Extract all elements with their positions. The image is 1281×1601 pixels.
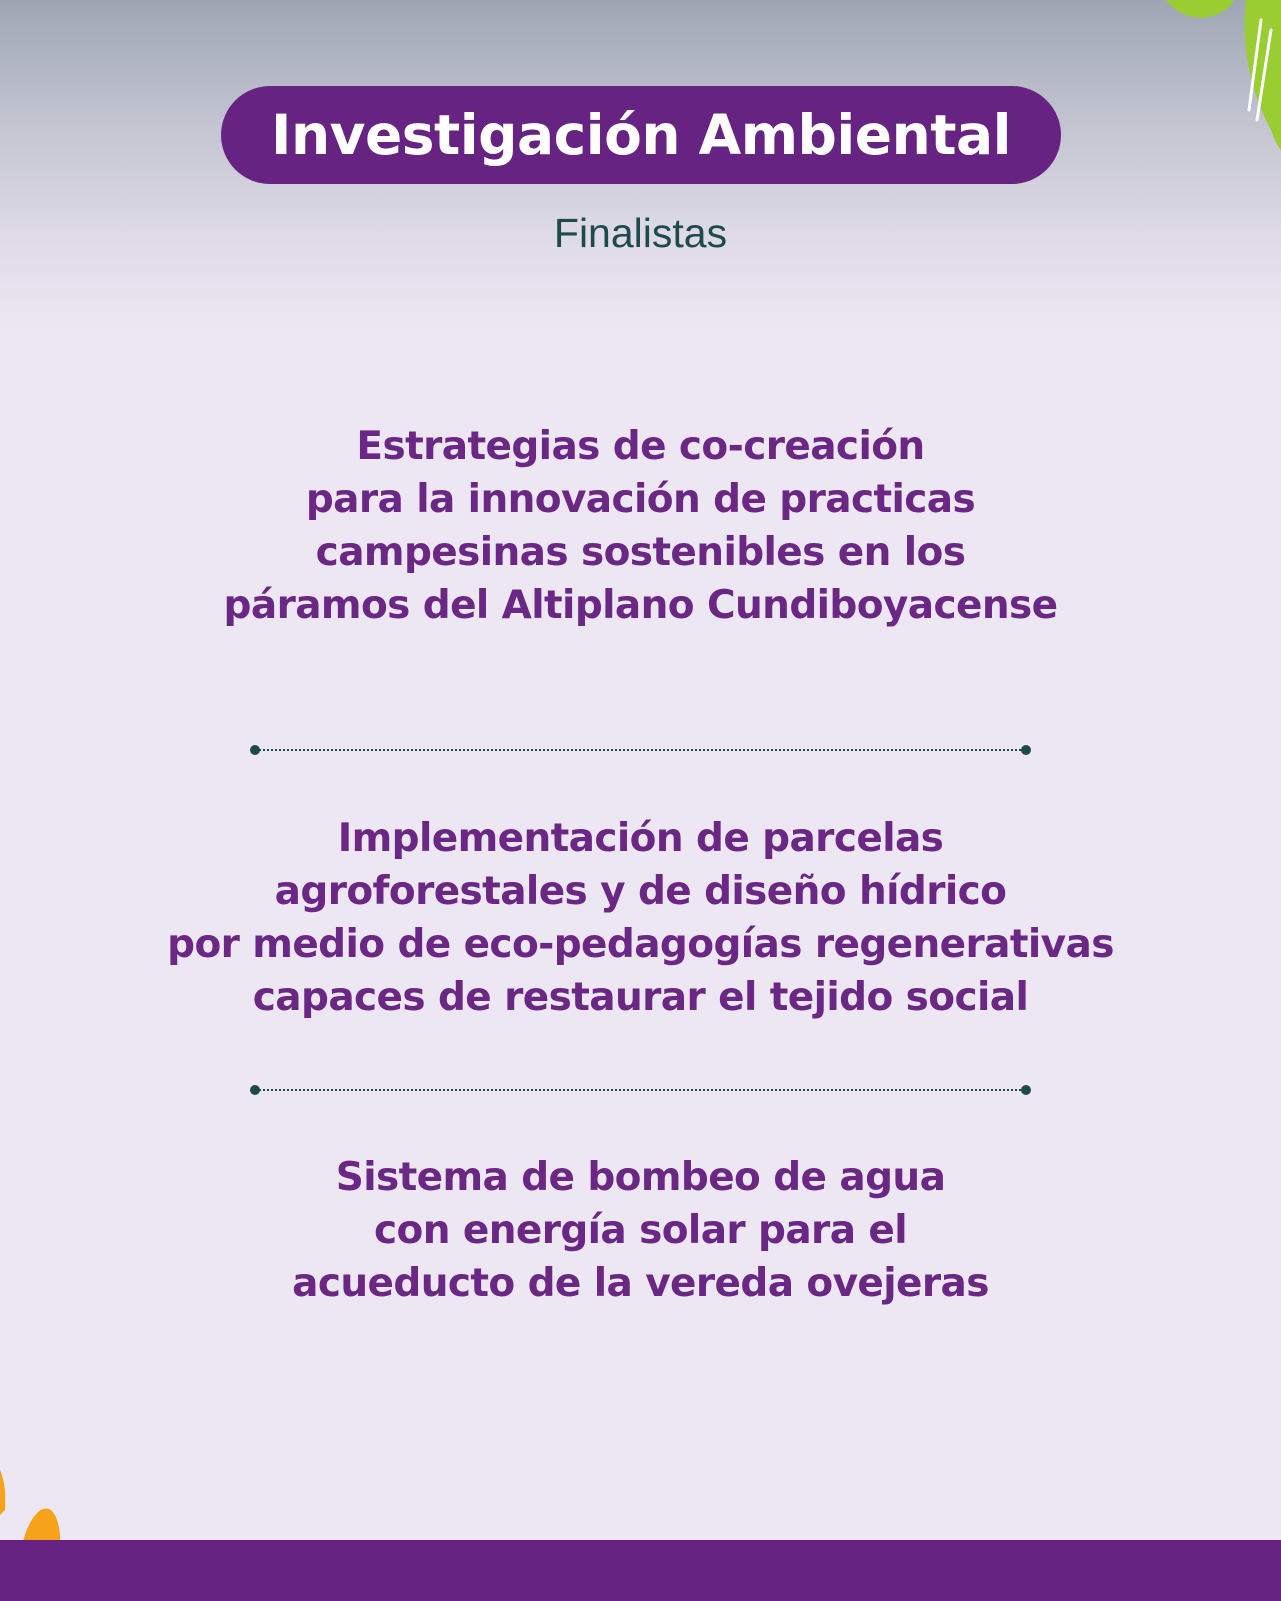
finalist-2	[100, 812, 1181, 1024]
divider-line	[256, 749, 1025, 751]
title-banner	[221, 86, 1061, 184]
finalist-1-line: para la innovación de practicas	[305, 477, 976, 522]
finalist-1-line: Estrategias de co-creación	[356, 424, 925, 469]
finalist-1-line: campesinas sostenibles en los	[315, 530, 966, 575]
footer-bar	[0, 1540, 1281, 1601]
divider-line	[256, 1089, 1025, 1091]
finalist-3-line: con energía solar para el	[373, 1208, 908, 1253]
page-subtitle: Finalistas	[553, 210, 728, 256]
finalist-1	[100, 420, 1181, 632]
divider-dot	[1021, 1085, 1031, 1095]
divider	[250, 1084, 1031, 1096]
page-title: Investigación Ambiental	[271, 103, 1011, 167]
finalist-1-line: páramos del Altiplano Cundiboyacense	[223, 583, 1058, 628]
finalist-2-line: capaces de restaurar el tejido social	[252, 975, 1029, 1020]
finalist-2-line: agroforestales y de diseño hídrico	[274, 869, 1007, 914]
finalist-3	[100, 1151, 1181, 1310]
finalist-3-line: Sistema de bombeo de agua	[335, 1155, 946, 1200]
finalist-2-line: por medio de eco-pedagogías regenerativas	[167, 922, 1114, 967]
leaf-icon	[1071, 0, 1281, 165]
finalist-3-line: acueducto de la vereda ovejeras	[292, 1261, 989, 1306]
divider	[250, 744, 1031, 756]
divider-dot	[1021, 745, 1031, 755]
finalist-2-line: Implementación de parcelas	[337, 816, 944, 861]
